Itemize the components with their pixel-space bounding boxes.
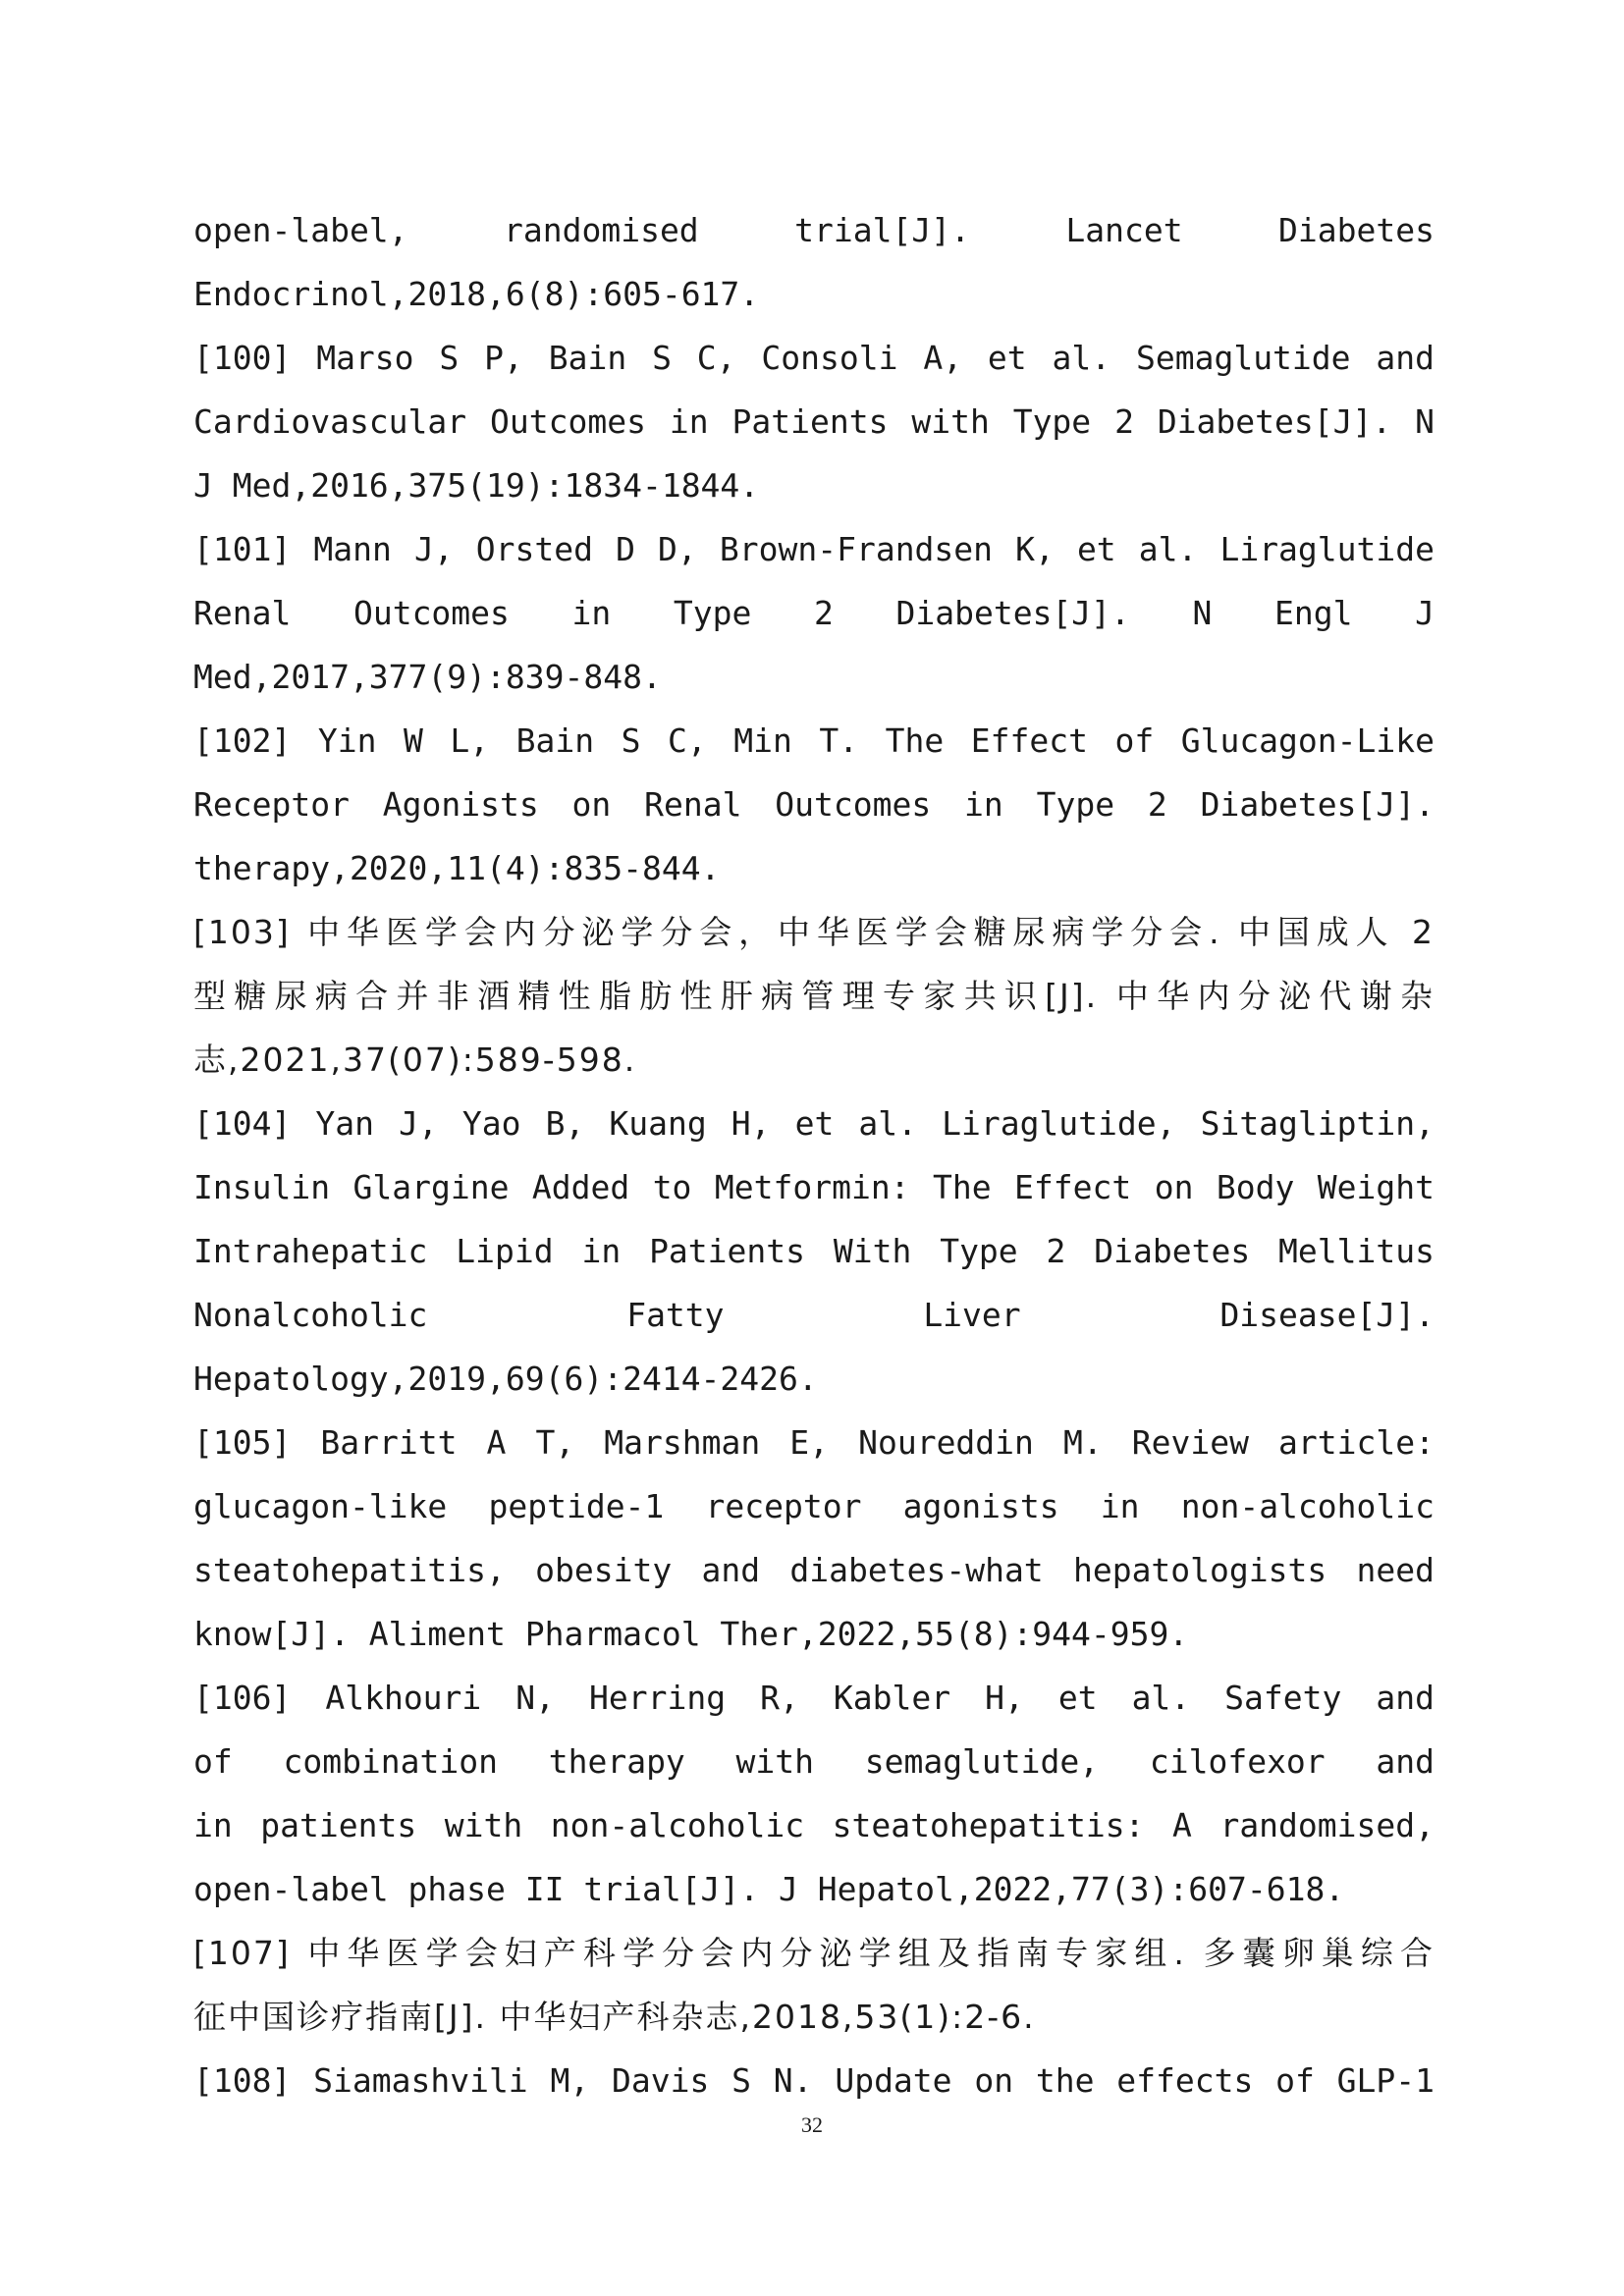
- reference-100-line-1: [100] Marso S P, Bain S C, Consoli A, et al. Semaglutide and: [193, 339, 1435, 377]
- reference-103-line-1: [103] 中华医学会内分泌学分会，中华医学会糖尿病学分会. 中国成人 2: [193, 913, 1435, 951]
- reference-100-line-3: J Med,2016,375(19):1834-1844.: [193, 466, 760, 505]
- reference-101-line-3: Med,2017,377(9):839-848.: [193, 658, 662, 696]
- reference-102-line-1: [102] Yin W L, Bain S C, Min T. The Effect of Glucagon-Like: [193, 721, 1435, 760]
- reference-106-line-2: of combination therapy with semaglutide, cilofexor and: [193, 1742, 1435, 1781]
- reference-104-line-2: Insulin Glargine Added to Metformin: The Effect on Body Weight: [193, 1168, 1435, 1206]
- reference-105-line-1: [105] Barritt A T, Marshman E, Noureddin M. Review article:: [193, 1423, 1435, 1462]
- reference-105-line-2: glucagon-like peptide-1 receptor agonists in non-alcoholic: [193, 1487, 1435, 1525]
- reference-106-line-1: [106] Alkhouri N, Herring R, Kabler H, et al. Safety and: [193, 1679, 1435, 1717]
- reference-103-line-2: 型糖尿病合并非酒精性脂肪性肝病管理专家共识[J]. 中华内分泌代谢杂: [193, 977, 1435, 1015]
- reference-101-line-2: Renal Outcomes in Type 2 Diabetes[J]. N Engl J: [193, 594, 1435, 632]
- reference-99-line-1: open-label, randomised trial[J]. Lancet Diabetes: [193, 211, 1435, 249]
- reference-104-line-4: Nonalcoholic Fatty Liver Disease[J].: [193, 1296, 1435, 1334]
- reference-102-line-2: Receptor Agonists on Renal Outcomes in Type 2 Diabetes[J].: [193, 785, 1435, 824]
- reference-103-line-3: 志,2021,37(07):589-598.: [193, 1041, 637, 1079]
- reference-104-line-1: [104] Yan J, Yao B, Kuang H, et al. Liraglutide, Sitagliptin,: [193, 1104, 1435, 1143]
- reference-100-line-2: Cardiovascular Outcomes in Patients with Type 2 Diabetes[J]. N: [193, 402, 1435, 441]
- reference-106-line-3: in patients with non-alcoholic steatohepatitis: A randomised,: [193, 1806, 1435, 1844]
- reference-108-line-1: [108] Siamashvili M, Davis S N. Update on the effects of GLP-1: [193, 2061, 1435, 2100]
- page-number: 32: [801, 2112, 823, 2137]
- reference-106-line-4: open-label phase II trial[J]. J Hepatol,2022,77(3):607-618.: [193, 1870, 1345, 1908]
- reference-104-line-3: Intrahepatic Lipid in Patients With Type 2 Diabetes Mellitus: [193, 1232, 1435, 1270]
- reference-105-line-4: know[J]. Aliment Pharmacol Ther,2022,55(8):944-959.: [193, 1615, 1189, 1653]
- reference-101-line-1: [101] Mann J, Orsted D D, Brown-Frandsen K, et al. Liraglutide: [193, 530, 1435, 568]
- reference-99-line-2: Endocrinol,2018,6(8):605-617.: [193, 275, 760, 313]
- reference-105-line-3: steatohepatitis, obesity and diabetes-what hepatologists need: [193, 1551, 1435, 1589]
- reference-104-line-5: Hepatology,2019,69(6):2414-2426.: [193, 1360, 818, 1398]
- reference-107-line-1: [107] 中华医学会妇产科学分会内分泌学组及指南专家组. 多囊卵巢综合: [193, 1934, 1435, 1972]
- reference-107-line-2: 征中国诊疗指南[J]. 中华妇产科杂志,2018,53(1):2-6.: [193, 1998, 1036, 2036]
- reference-102-line-3: therapy,2020,11(4):835-844.: [193, 849, 721, 887]
